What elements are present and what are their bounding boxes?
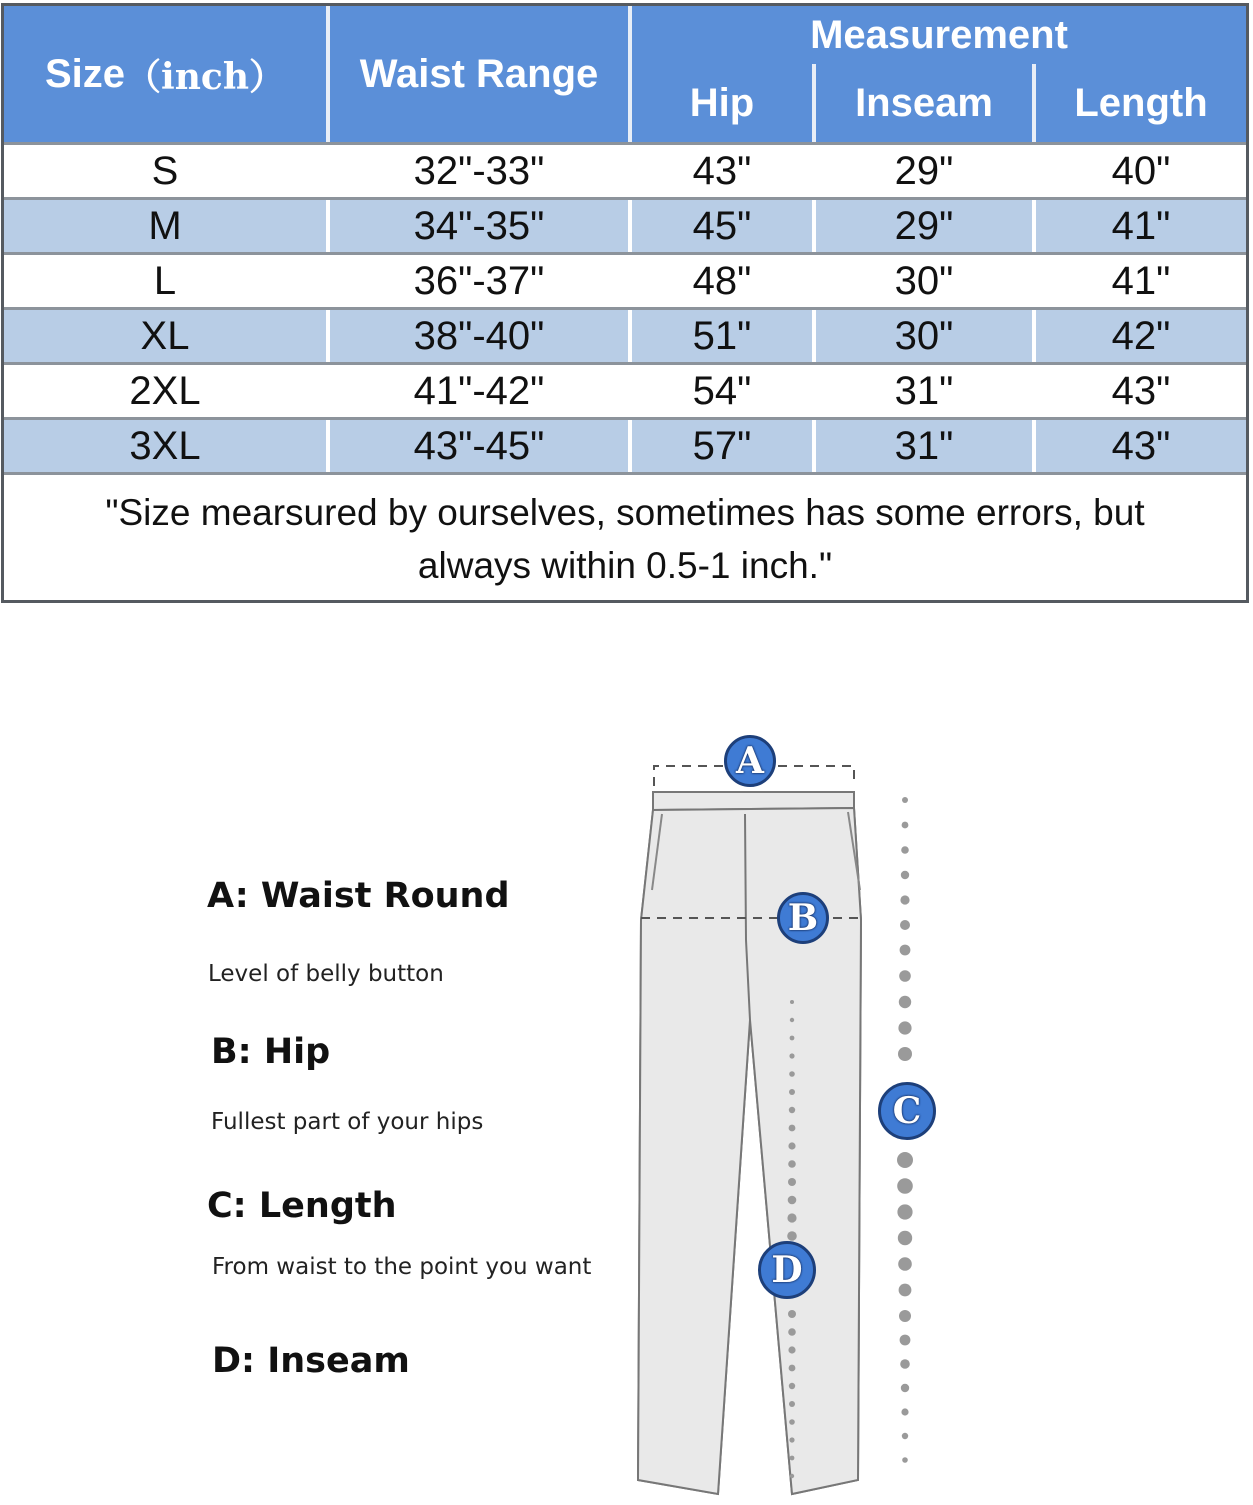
header-hip: Hip	[632, 64, 812, 142]
column-divider	[628, 310, 632, 362]
table-cell-length: 40"	[1111, 148, 1171, 193]
column-divider	[1032, 365, 1036, 417]
column-divider	[326, 365, 330, 417]
column-divider	[628, 365, 632, 417]
legend-inseam-title: D: Inseam	[212, 1341, 410, 1381]
table-cell-hip: 43"	[692, 148, 752, 193]
badge-d-icon: D	[758, 1241, 816, 1299]
table-cell-inseam: 30"	[894, 258, 954, 303]
column-divider	[812, 420, 816, 472]
table-cell-size: M	[4, 200, 326, 252]
column-divider	[812, 310, 816, 362]
column-divider	[628, 200, 632, 252]
badge-c-icon: C	[878, 1082, 936, 1140]
header-length: Length	[1036, 64, 1246, 142]
table-row	[4, 200, 1246, 252]
header-inseam: Inseam	[816, 64, 1032, 142]
table-cell-hip: 54"	[692, 368, 752, 413]
column-divider	[326, 145, 330, 197]
badge-b-icon: B	[777, 892, 829, 944]
column-divider	[628, 420, 632, 472]
legend-length-desc: From waist to the point you want	[212, 1254, 592, 1280]
row-divider	[4, 472, 1246, 475]
column-divider	[1032, 145, 1036, 197]
table-cell-inseam: 31"	[894, 368, 954, 413]
table-cell-hip: 45"	[632, 200, 812, 252]
column-divider	[628, 145, 632, 197]
header-measurement: Measurement	[632, 6, 1246, 64]
table-row	[4, 145, 1246, 197]
table-cell-length: 41"	[1036, 200, 1246, 252]
table-cell-waist: 41"-42"	[413, 368, 545, 413]
column-divider	[1032, 310, 1036, 362]
column-divider	[812, 255, 816, 307]
badge-a-icon: A	[724, 735, 776, 787]
column-divider	[812, 145, 816, 197]
table-cell-length: 42"	[1036, 310, 1246, 362]
column-divider	[326, 255, 330, 307]
table-cell-waist: 34"-35"	[330, 200, 628, 252]
table-cell-inseam: 31"	[816, 420, 1032, 472]
table-cell-size: 3XL	[4, 420, 326, 472]
table-cell-waist: 38"-40"	[330, 310, 628, 362]
header-waist-range: Waist Range	[330, 6, 628, 142]
pants-illustration	[600, 720, 1000, 1500]
size-chart-table	[1, 3, 1249, 603]
legend-waist-desc: Level of belly button	[208, 961, 444, 987]
table-cell-waist: 43"-45"	[330, 420, 628, 472]
legend-hip-title: B: Hip	[211, 1032, 331, 1072]
column-divider	[1032, 420, 1036, 472]
header-size	[4, 6, 326, 142]
table-cell-length: 43"	[1036, 420, 1246, 472]
table-cell-hip: 51"	[632, 310, 812, 362]
column-divider	[326, 420, 330, 472]
pants-measurement-diagram	[600, 720, 1000, 1500]
table-cell-hip: 48"	[692, 258, 752, 303]
table-cell-size: 2XL	[129, 368, 201, 413]
legend-waist-title: A: Waist Round	[207, 876, 510, 916]
column-divider	[326, 200, 330, 252]
table-cell-size: L	[153, 258, 177, 303]
measurement-note: "Size mearsured by ourselves, sometimes has some errors, but always within 0.5-1 inch."	[105, 492, 1145, 586]
table-cell-hip: 57"	[632, 420, 812, 472]
legend-length-title: C: Length	[207, 1186, 397, 1226]
table-cell-waist: 32"-33"	[413, 148, 545, 193]
table-row	[4, 365, 1246, 417]
table-cell-inseam: 29"	[894, 148, 954, 193]
table-row	[4, 310, 1246, 362]
table-cell-inseam: 30"	[816, 310, 1032, 362]
header-size-label: Size	[45, 51, 126, 96]
legend-hip-desc: Fullest part of your hips	[211, 1109, 484, 1135]
table-cell-length: 43"	[1111, 368, 1171, 413]
header-size-unit: （inch）	[125, 55, 285, 98]
column-divider	[628, 255, 632, 307]
column-divider	[812, 365, 816, 417]
table-cell-size: S	[151, 148, 179, 193]
column-divider	[812, 200, 816, 252]
table-cell-length: 41"	[1111, 258, 1171, 303]
table-cell-size: XL	[4, 310, 326, 362]
table-row	[4, 420, 1246, 472]
column-divider	[326, 310, 330, 362]
column-divider	[1032, 200, 1036, 252]
table-row	[4, 255, 1246, 307]
column-divider	[1032, 255, 1036, 307]
table-cell-waist: 36"-37"	[413, 258, 545, 303]
table-cell-inseam: 29"	[816, 200, 1032, 252]
